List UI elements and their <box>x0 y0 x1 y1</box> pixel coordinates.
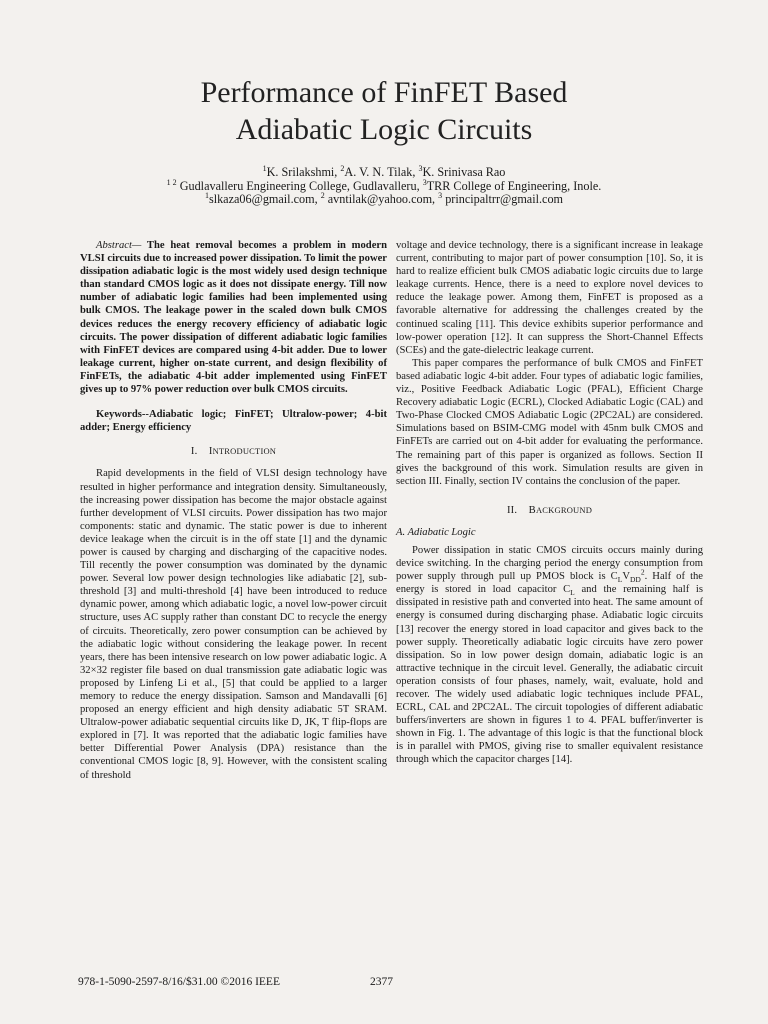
background-paragraph: Power dissipation in static CMOS circuits occurs mainly during device switching. In the charging period the energy consumption from power supply through pull up PMOS block is $C_LV_{DD}^2$. Half of the energy is stored in load capacitor $C_L$ and the remaining half is dissipated in resistive path and converted into heat. The same amount of energy is consumed during discharging phase. Adiabatic logic circuits [13] recover the energy stored in load capacitor and gives back to the power supply. Theoretically adiabatic logic circuits have zero power dissipation. So in low power design domain, adiabatic logic is an attractive technique in the circuit level. Generally, the adiabatic circuit operation consists of four phases, namely, wait, evaluate, hold and recover. The widely used adiabatic logic techniques include PFAL, ECRL, CAL and 2PC2AL. The circuit topologies of different adiabatic buffers/inverters are shown in figures 1 to 4. PFAL buffer/inverter is shown in Fig. 1. The advantage of this logic is that the functional block is in parallel with PMOS, giving rise to smaller equivalent resistance through which the capacitor charges [14]. <box>396 544 704 766</box>
author-2: A. V. N. Tilak, <box>344 165 419 179</box>
title-line-1: Performance of FinFET Based <box>200 76 568 109</box>
keywords: Keywords--Adiabatic logic; FinFET; Ultralow-power; 4-bit adder; Energy efficiency <box>80 409 387 434</box>
right-column <box>396 239 703 767</box>
author-emails: $^1$slkaza06@gmail.com, $^2$ avntilak@yahoo.com, $^3$ principaltrr@gmail.com <box>204 190 564 206</box>
email-1: slkaza06@gmail.com, <box>208 192 321 206</box>
intro-paper-outline-paragraph: This paper compares the performance of bulk CMOS and FinFET based adiabatic logic 4-bit adder. Four types of adiabatic logic families, viz., Positive Feedback Adiabatic Logic (PFAL), Efficient Charge Recovery adiabatic Logic (ECRL), Clocked Adiabatic Logic (CAL) and Two-Phase Clocked CMOS Adiabatic Logic (2PC2AL) are considered. Simulations based on BSIM-CMG model with 45nm bulk CMOS and FinFETs are carried out on 4-bit adder for evaluating the performance. The remaining part of this paper is organized as follows. Section II gives the background of this work. Simulation results are given in section III. Finally, section IV contains the conclusion of the paper. <box>396 357 703 487</box>
abstract <box>80 239 387 396</box>
author-block <box>0 163 768 207</box>
email-2: avntilak@yahoo.com, <box>324 192 439 206</box>
author-names: $^1$K. Srilakshmi, $^2$A. V. N. Tilak, $^3$K. Srinivasa Rao <box>262 163 506 179</box>
page-number: 2377 <box>370 976 393 988</box>
subsection-heading-adiabatic-logic: A. Adiabatic Logic <box>396 526 476 538</box>
left-column <box>80 239 387 782</box>
paper-title <box>0 74 768 148</box>
section-heading-background: II. BACKGROUND <box>506 504 593 516</box>
introduction-paragraph: Rapid developments in the field of VLSI design technology have resulted in higher performance and integration density. Simultaneously, the increasing power dissipation has become the major obstacle against further development of VLSI circuits. Power dissipation has two major components: static and dynamic. The static power is due to inherent device leakage when the circuit is in the off state [1] and the dynamic power is caused by charging and discharging of the capacitive nodes. Till recently the power consumption was dominated by the dynamic power. Several low power design technologies like adiabatic [2], sub-threshold [3] and multi-threshold [4] have been introduced to reduce dynamic power, among which adiabatic logic, a novel low-power circuit structure, uses AC supply rather than constant DC to recycle the energy of circuits. Theoretically, zero power consumption can be achieved by the adiabatic logic without considering the leakage power. In recent years, there has been intensive research on low power adiabatic logic. A 32×32 register file based on dual transmission gate adiabatic logic was proposed by Linfeng Li et al., [5] that could be applied to a larger memory to reduce the energy dissipation. Samson and Mandavalli [6] proposed an energy efficient and high density adiabatic 5T SRAM. Ultralow-power adiabatic sequential circuits like D, JK, T flip-flops are explored in [7]. It was reported that the adiabatic logic families have better Differential Power Analysis (DPA) resistance than the conventional CMOS logic [8, 9]. However, with the consistent scaling of threshold <box>80 468 387 781</box>
copyright-footer: 978-1-5090-2597-8/16/$31.00 ©2016 IEEE <box>78 976 280 988</box>
author-3: K. Srinivasa Rao <box>422 165 506 179</box>
affiliations: $^{1 2}$ Gudlavalleru Engineering College, Gudlavalleru, $^3$TRR College of Engineering, Inole. <box>166 177 602 193</box>
email-3: principaltrr@gmail.com <box>442 192 564 206</box>
section-heading-introduction: I. INTRODUCTION <box>190 446 277 458</box>
author-1: K. Srilakshmi, <box>266 165 341 179</box>
abstract-label: Abstract— <box>96 240 142 251</box>
abstract-text: The heat removal becomes a problem in modern VLSI circuits due to increased power dissipation. To limit the power dissipation adiabatic logic is the most widely used design technique than standard CMOS logic as it does not dissipate energy. Till now number of adiabatic logic families had been implemented using bulk CMOS. The leakage power in the scaled down bulk CMOS devices reduces the energy recovery efficiency of adiabatic logic circuits. The power dissipation of different adiabatic logic families with FinFET devices are compared using 4-bit adder. Due to lower leakage current, higher on-state current, and design flexibility of FinFETs, the adiabatic 4-bit adder implemented using FinFET gives up to 97% power reduction over bulk CMOS circuits. <box>80 240 387 396</box>
title-line-2: Adiabatic Logic Circuits <box>235 113 533 146</box>
intro-continued-paragraph: voltage and device technology, there is a significant increase in leakage current, contributing to major part of power consumption [10]. So, it is hard to realize efficient bulk CMOS adiabatic logic circuits due to large leakage currents. Hence, there is a need to explore novel devices to reduce the leakage power. Among them, FinFET is proposed as a favorable alternative for addressing the challenges created by the continued scaling [11]. This device exhibits superior performance and low-power operation [12]. It can suppress the Short-Channel Effects (SCEs) and the gate-dielectric leakage current. <box>396 240 703 356</box>
